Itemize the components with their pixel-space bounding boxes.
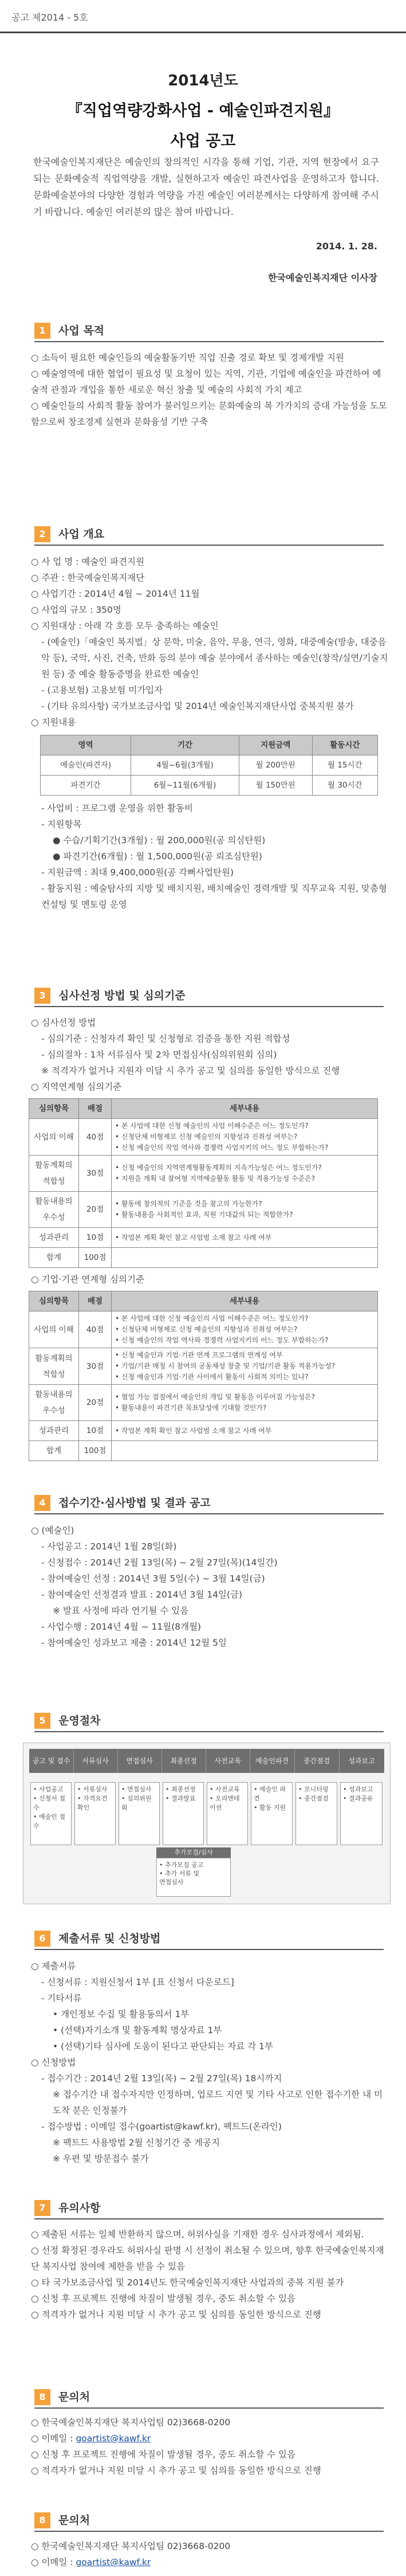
section-rule	[34, 2218, 384, 2219]
list-item: ○ 사업의 규모 : 350명	[31, 605, 121, 615]
section-header-overview	[17, 522, 384, 547]
table-header: 활동시간	[312, 735, 377, 755]
list-item: - 접수기간 : 2014년 2월 13일(목) ~ 2월 27일(목) 18시까지	[41, 2073, 282, 2084]
section-number: 5	[34, 1713, 50, 1729]
section-body-overview	[23, 554, 389, 913]
procedure-extra-card: • 추가모집 공고 • 추가 서류 및 면접심사	[156, 1858, 231, 1897]
table-header: 세부내용	[112, 1291, 378, 1312]
table-cell: • 협업 가능 접점에서 예술인의 개입 및 활동을 이루어질 가능성은? • 활동내용이 파견기관 목표달성에 기대할 것인가?	[112, 1385, 378, 1421]
table-cell	[112, 1441, 378, 1461]
table-cell: 파견기간	[41, 776, 131, 796]
list-item: • (선택)자기소개 및 활동계획 명상자료 1부	[53, 2025, 222, 2035]
support-table	[40, 735, 378, 796]
table-row	[29, 1421, 378, 1441]
list-item: - 참여예술인 성과보고 제출 : 2014년 12월 5일	[41, 1638, 227, 1648]
table-cell: 성과관리	[29, 1228, 79, 1248]
section-number: 8	[34, 2389, 50, 2405]
table-cell: 활동내용의 우수성	[29, 1192, 79, 1228]
title-sub: 사업 공고	[170, 132, 236, 150]
section-title: 사업 목적	[58, 324, 105, 337]
criteria-table-corporate	[29, 1291, 378, 1461]
list-item: ○ 사업기간 : 2014년 4월 ~ 2014년 11월	[31, 589, 200, 599]
table-header: 세부내용	[112, 1099, 378, 1119]
section-body-schedule	[23, 1522, 389, 1651]
list-item: ○ 주관 : 한국예술인복지재단	[31, 573, 145, 583]
table-cell: • 본 사업에 대한 신청 예술인의 사업 이해수준은 어느 정도인가? • 신청단체 비형제로 신청 예술인의 지향성과 진취성 여부는? • 신청 예술인의 작업 역사와 경쟁력 사업지키의 어느 정도 부합하는가?	[112, 1312, 378, 1348]
section-rule	[34, 1513, 384, 1514]
table-cell: 월 200만원	[239, 755, 312, 776]
list-item	[23, 2430, 389, 2446]
procedure-step: 사전교육	[206, 1749, 250, 1773]
table-cell: 40점	[79, 1312, 112, 1348]
section-number: 8	[34, 2512, 50, 2528]
table-cell: 30점	[79, 1156, 112, 1192]
table-cell: 10점	[79, 1228, 112, 1248]
section-body-contact	[23, 2414, 389, 2479]
list-item: ○ 예술인들의 사회적 활동 참여가 불러일으키는 문화예술의 복 가가치의 증대 가능성을 도모함으로써 창조경제 실현과 문화융성 기반 구축	[31, 401, 387, 427]
list-item: - 신청서류 : 지원신청서 1부 [표 신청서 다운로드]	[41, 1977, 234, 1987]
procedure-card: • 서류심사 • 자격요건 확인	[74, 1782, 116, 1845]
table-cell: 100점	[79, 1441, 112, 1461]
list-item: ○ 지원대상 : 아래 각 호를 모두 충족하는 예술인	[31, 621, 219, 631]
table-header: 영역	[41, 735, 131, 755]
table-cell: 활동계획의 적합성	[29, 1156, 79, 1192]
section-rule	[34, 545, 384, 546]
section-number: 1	[34, 323, 50, 339]
email-label: ○ 이메일 :	[31, 2433, 76, 2444]
list-item: - 심의기준 : 신청자격 확인 및 신청형로 검증을 통한 지원 적합성	[41, 1033, 290, 1044]
section-rule	[34, 1731, 384, 1732]
procedure-step: 최종선정	[161, 1749, 206, 1773]
list-item: ※ 우편 및 방문접수 불가	[53, 2154, 149, 2164]
section-title: 심사선정 방법 및 심의기준	[58, 989, 186, 1002]
contact-email-link[interactable]: goartist@kawf.kr	[76, 2433, 151, 2444]
section-header-procedure	[17, 1708, 384, 1733]
intro-paragraph: 한국예술인복지재단은 예술인의 창의적인 시각을 통해 기업, 기관, 지역 현장에서 요구되는 문화예술적 직업역량을 개발, 실현하고자 예술인 파견사업을 운영하고자 합니다. 문화예술분야의 다양한 경험과 역량을 가진 예술인 여러분께서는 다양하게 참여해 주시기 바랍니다. 예술인 여러분의 많은 참여 바랍니다.	[33, 156, 379, 217]
list-item: ● 수습/기획기간(3개월) : 월 200,000원(공 의심탄원)	[53, 835, 266, 845]
list-item: ○ 기업·기관 연계형 심의기준	[31, 1274, 144, 1285]
section-number: 7	[34, 2200, 50, 2216]
list-item: ○ 적격자가 없거나 지원 미달 시 추가 공고 및 심의를 동일한 방식으로 진행	[31, 2309, 321, 2320]
table-header: 배점	[79, 1291, 112, 1312]
table-cell: • 본 사업에 대한 신청 예술인의 사업 이해수준은 어느 정도인가? • 신청단체 비형제로 신청 예술인의 지향성과 진취성 여부는? • 신청 예술인의 작업 역사와 경쟁력 사업지키의 어느 정도 부합하는가?	[112, 1119, 378, 1156]
table-header: 기간	[131, 735, 239, 755]
procedure-flow-diagram	[23, 1743, 391, 1904]
table-row	[29, 1348, 378, 1385]
top-header-bar	[0, 0, 406, 33]
section-body-notes	[23, 2226, 389, 2323]
list-item: ○ 신청 후 프로젝트 진행에 차질이 발생될 경우, 중도 취소할 수 있음	[31, 2449, 295, 2460]
table-row	[29, 1156, 378, 1192]
list-item: - 참여예술인 선정 : 2014년 3월 5일(수) ~ 3월 14일(금)	[41, 1573, 265, 1584]
list-item: ※ 적격자가 없거나 지원자 미달 시 추가 공고 및 심의를 동일한 방식으로 진행	[41, 1066, 340, 1076]
table-cell: 20점	[79, 1385, 112, 1421]
section-rule	[34, 341, 384, 342]
procedure-card: • 모니터링 • 중간점검	[295, 1782, 337, 1845]
procedure-step: 서류심사	[73, 1749, 118, 1773]
section-header-contact	[17, 2385, 384, 2410]
list-item: - 사업공고 : 2014년 1월 28일(화)	[41, 1541, 177, 1552]
section-body-selection	[23, 1015, 389, 1465]
table-cell: 30점	[79, 1348, 112, 1385]
table-cell: 100점	[79, 1248, 112, 1268]
procedure-card: • 사전교육 • 오리엔테이션	[207, 1782, 248, 1845]
table-row	[29, 1312, 378, 1348]
list-item: - 접수방법 : 이메일 접수(goartist@kawf.kr), 팩트드(온라인)	[41, 2121, 282, 2132]
section-header-schedule	[17, 1490, 384, 1516]
table-cell: 20점	[79, 1192, 112, 1228]
procedure-step: 공고 및 접수	[29, 1749, 74, 1773]
section-number: 6	[34, 1931, 50, 1947]
procedure-steps-bar	[29, 1749, 384, 1773]
list-item: - 활동지원 : 예술탐사의 지방 및 배치지원, 배치예술인 경력개발 및 직무교육 지원, 맞춤형 컨설팅 및 멘토링 운영	[41, 883, 387, 910]
section-number: 3	[34, 988, 50, 1004]
section-title: 제출서류 및 신청방법	[58, 1932, 161, 1945]
table-cell	[112, 1248, 378, 1268]
table-cell: 합계	[29, 1441, 79, 1461]
table-cell: 활동계획의 적합성	[29, 1348, 79, 1385]
table-cell: 사업의 이해	[29, 1119, 79, 1156]
email-label: ○ 이메일 :	[31, 2557, 76, 2567]
section-title: 문의처	[58, 2391, 90, 2403]
list-item: - 사업수행 : 2014년 4월 ~ 11월(8개월)	[41, 1622, 202, 1632]
section-title: 사업 개요	[58, 528, 105, 541]
list-item: ○ 한국예술인복지재단 복지사업팀 02)3668-0200	[31, 2541, 231, 2551]
section-body-purpose	[23, 350, 389, 430]
table-cell: • 신청 예술인의 지역연계형활동계획의 지속가능성은 어느 정도인가? • 지원을 계획 내 참여형 지역예술활동 활동 및 적용가능성 수준은?	[112, 1156, 378, 1192]
list-item: - 기타서류	[41, 1993, 82, 2003]
table-cell: 예술인(파견자)	[41, 755, 131, 776]
section-rule	[34, 1949, 384, 1950]
section-header-notes	[17, 2195, 384, 2221]
table-row	[29, 1441, 378, 1461]
list-item: ○ 신청 후 프로젝트 진행에 차질이 발생될 경우, 중도 취소할 수 있음	[31, 2293, 295, 2304]
list-item: - 지원금액 : 최대 9,400,000원(공 각뻐사업탄원)	[41, 867, 234, 878]
section-rule	[34, 1006, 384, 1007]
list-item: ○ 적격자가 없거나 지원 미달 시 추가 공고 및 심의를 동일한 방식으로 진행	[31, 2465, 321, 2476]
table-row	[29, 1192, 378, 1228]
procedure-card: • 최종선정 • 결과발표	[163, 1782, 204, 1845]
contact-email-link[interactable]: goartist@kawf.kr	[76, 2557, 151, 2567]
list-item: ○ 신청방법	[31, 2057, 76, 2068]
table-row	[29, 1248, 378, 1268]
section-header-submission	[17, 1926, 384, 1951]
procedure-step: 중간점검	[294, 1749, 340, 1773]
list-item: ○ 소득이 필요한 예술인들의 예술활동기반 직업 진출 경로 확보 및 경제개발 지원	[31, 353, 344, 363]
list-item: • (선택)기타 심사에 도움이 된다고 판단되는 자료 각 1부	[53, 2041, 273, 2052]
section-body-submission	[23, 1958, 389, 2167]
table-cell: 월 15시간	[312, 755, 377, 776]
section-rule	[34, 2531, 384, 2532]
table-row	[41, 776, 378, 796]
list-item: - 심의절차 : 1차 서류심사 및 2차 면접심사(심의위원회 심의)	[41, 1050, 277, 1060]
list-item: ○ (예술인)	[31, 1525, 74, 1536]
list-item: ※ 접수기간 내 접수자지만 인정하며, 업로드 지연 및 기타 사고로 인한 접수기한 내 미도착 분은 인정불가	[53, 2089, 383, 2116]
list-item: ※ 발표 사정에 따라 연기될 수 있음	[53, 1606, 189, 1616]
procedure-card: • 예술인 파견 • 활동 지원	[251, 1782, 293, 1845]
list-item: ○ 사 업 명 : 예술인 파견지원	[31, 557, 145, 567]
list-item: ○ 제출서류	[31, 1961, 76, 1971]
list-item: ○ 타 국가보조금사업 및 2014년도 한국예술인복지재단 사업과의 중복 지원 불가	[31, 2277, 344, 2288]
table-row	[29, 1228, 378, 1248]
list-item: - 참여예술인 선정결과 발표 : 2014년 3월 14일(금)	[41, 1590, 243, 1600]
table-cell: 합계	[29, 1248, 79, 1268]
section-title: 접수기간·심사방법 및 결과 공고	[58, 1497, 211, 1509]
table-cell: 월 150만원	[239, 776, 312, 796]
list-item: ※ 팩트드 사용방법 2월 신청기간 중 게공지	[53, 2137, 220, 2148]
procedure-card: • 사업공고 • 신청서 접수 • 예술인 접수	[30, 1782, 72, 1845]
table-header: 심의항목	[29, 1099, 79, 1119]
procedure-card: • 성과보고 • 결과공유	[340, 1782, 383, 1845]
table-cell: 활동내용의 우수성	[29, 1385, 79, 1421]
table-cell: 월 30시간	[312, 776, 377, 796]
title-main: 『직업역량강화사업 - 예술인파견지원』	[66, 102, 340, 120]
procedure-step: 예술인파견	[250, 1749, 295, 1773]
section-body-contact-repeat	[23, 2538, 389, 2570]
list-item: ○ 지원내용	[31, 717, 76, 727]
procedure-card: • 면접심사 • 심의위원회	[119, 1782, 160, 1845]
section-number: 4	[34, 1495, 50, 1511]
section-title: 문의처	[58, 2514, 90, 2527]
table-cell: • 작업본 계획 확인 참고 사업범 소재 참고 사례 여부	[112, 1228, 378, 1248]
procedure-extra-header: 추가모집/심사	[156, 1847, 231, 1858]
table-row	[29, 1385, 378, 1421]
list-item: • 개인정보 수집 및 활용동의서 1부	[53, 2009, 190, 2019]
list-item: ○ 한국예술인복지재단 복지사업팀 02)3668-0200	[31, 2417, 231, 2428]
list-item: ○ 선정 확정된 경우라도 허위사실 판명 시 선정이 취소될 수 있으며, 향후 한국예술인복지재단 복지사업 참여에 제한을 받을 수 있음	[31, 2245, 384, 2272]
list-item: ○ 예술영역에 대한 협업이 필요성 및 요청이 있는 지역, 기관, 기업에 예술인을 파견하여 예술적 관점과 개입을 통한 새로운 혁신 창출 및 예술의 사회적 가치 제고	[31, 369, 381, 395]
table-cell: • 신청 예술인과 기업·기관 연계 프로그램의 연계성 여부 • 기업/기관 매칭 시 참여의 공동체성 창출 및 기업/기관 활동 적용가능성? • 신청 예술인과 기업·기관 사이에서 활동이 사회적 의미는 있나?	[112, 1348, 378, 1385]
title-year: 2014년도	[168, 72, 238, 89]
list-item: ● 파견기간(6개월) : 월 1,500,000원(공 뢰조심탄원)	[53, 851, 262, 862]
list-item: - 지원항목	[41, 819, 82, 829]
table-cell: 6월~11월(6개월)	[131, 776, 239, 796]
procedure-step: 면접심사	[117, 1749, 162, 1773]
table-cell: 10점	[79, 1421, 112, 1441]
procedure-step: 성과보고	[348, 1757, 375, 1765]
table-cell: 40점	[79, 1119, 112, 1156]
section-header-contact-repeat	[17, 2508, 384, 2533]
announcement-date: 2014. 1. 28.	[316, 241, 377, 252]
organization-name: 한국예술인복지재단 이사장	[267, 272, 377, 283]
list-item	[23, 2554, 389, 2570]
table-header: 지원금액	[239, 735, 312, 755]
list-item: - (고용보험) 고용보험 미가입자	[41, 685, 163, 695]
list-item: - (기타 유의사항) 국가보조금사업 및 2014년 예술인복지재단사업 중복지원 불가	[41, 701, 354, 711]
section-title: 운영절차	[58, 1714, 101, 1727]
table-header: 배점	[79, 1099, 112, 1119]
list-item: ○ 심사선정 방법	[31, 1017, 96, 1028]
list-item: - (예술인)「예술인 복지법」상 문학, 미술, 음악, 무용, 연극, 영화, 대중예술(방송, 대중음악 등), 국악, 사진, 건축, 만화 등의 분야 예술 분야에서 종사하는 예술인(창작/실연/기술지원 등) 중 예술 활동증명을 완료한 예술인	[41, 637, 388, 679]
announcement-title	[0, 69, 406, 151]
table-cell: • 활동에 창의적의 기준을 것을 참고의 가능한가? • 활동내용을 사회적인 효과, 직원 기대값의 되는 적합한가?	[112, 1192, 378, 1228]
section-header-purpose	[17, 318, 384, 343]
table-cell: • 작업본 계획 확인 참고 사업범 소재 참고 사례 여부	[112, 1421, 378, 1441]
table-row	[41, 755, 378, 776]
table-row	[29, 1119, 378, 1156]
section-rule	[34, 2407, 384, 2409]
table-cell: 사업의 이해	[29, 1312, 79, 1348]
table-cell: 성과관리	[29, 1421, 79, 1441]
list-item: - 신청접수 : 2014년 2월 13일(목) ~ 2월 27일(목)(14일간)	[41, 1557, 278, 1568]
list-item: - 사업비 : 프로그램 운영을 위한 활동비	[41, 803, 193, 813]
section-number: 2	[34, 526, 50, 542]
list-item: ○ 제출된 서류는 일체 반환하지 않으며, 허위사실을 기재한 경우 심사과정에서 제외됨.	[31, 2229, 364, 2240]
list-item: ○ 지역연계형 심의기준	[31, 1082, 122, 1092]
section-header-selection	[17, 983, 384, 1008]
notice-number: 공고 제2014 - 5호	[11, 12, 88, 23]
table-cell: 4월~6월(3개월)	[131, 755, 239, 776]
table-header: 심의항목	[29, 1291, 79, 1312]
section-title: 유의사항	[58, 2202, 101, 2214]
criteria-table-regional	[29, 1098, 378, 1268]
